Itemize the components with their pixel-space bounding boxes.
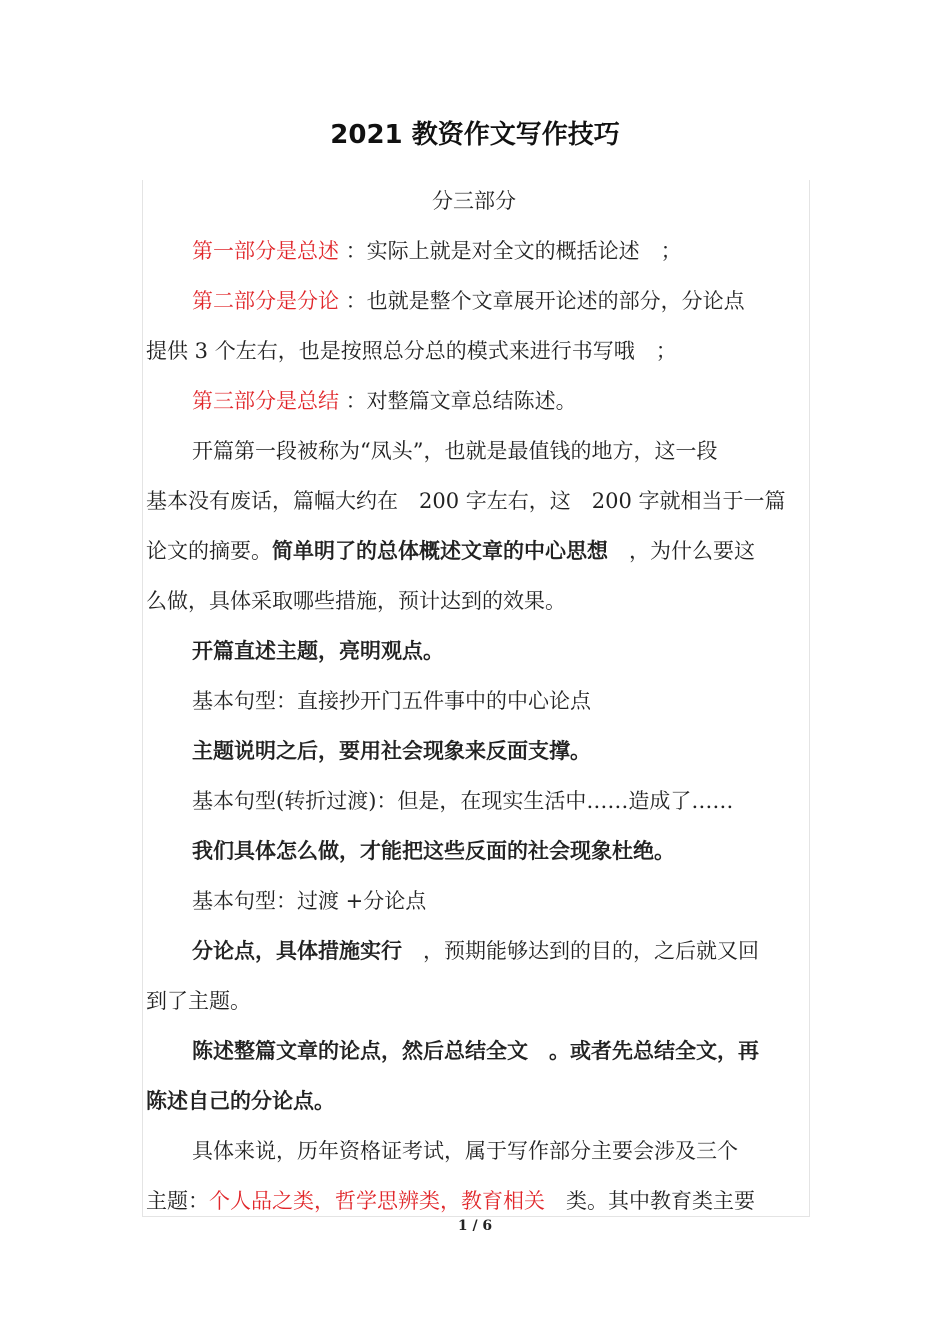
conclusion-line-1: 陈述整篇文章的论点，然后总结全文 。或者先总结全文，再 [192,1039,759,1063]
opening-line-3 [146,526,802,576]
paragraph-part2 [146,276,802,326]
opening-line-3-pre: 论文的摘要。 [146,539,272,563]
opening-line-1: 开篇第一段被称为“凤头”，也就是最值钱的地方，这一段 [192,439,718,463]
topics-red: 个人品之类，哲学思辨类，教育相关 [209,1189,545,1213]
point2-heading: 主题说明之后，要用社会现象来反面支撑。 [192,739,591,763]
point1-heading: 开篇直述主题，亮明观点。 [192,639,444,663]
pattern2: 基本句型(转折过渡)：但是，在现实生活中……造成了…… [192,789,734,813]
part1-text: ：实际上就是对全文的概括论述 ； [339,239,682,263]
part3-text: ：对整篇文章总结陈述。 [339,389,577,413]
point3-heading: 我们具体怎么做，才能把这些反面的社会现象杜绝。 [192,839,675,863]
document-body [146,176,802,1226]
topics-pre: 主题： [146,1189,209,1213]
opening-line-4: 么做，具体采取哪些措施，预计达到的效果。 [146,589,566,613]
part2-label: 第二部分是分论 [192,289,339,313]
subpoints-bold: 分论点，具体措施实行 [192,939,402,963]
document-title: 2021 教资作文写作技巧 [330,120,620,150]
opening-line-3-bold: 简单明了的总体概述文章的中心思想 [272,539,608,563]
subpoints-line-1 [146,926,802,976]
topics-line-1: 具体来说，历年资格证考试，属于写作部分主要会涉及三个 [192,1139,738,1163]
part2-text: ：也就是整个文章展开论述的部分，分论点 [339,289,745,313]
pattern3: 基本句型：过渡 +分论点 [192,889,427,913]
topics-post: 类。其中教育类主要 [545,1189,755,1213]
opening-line-3-post: ，为什么要这 [608,539,755,563]
part1-label: 第一部分是总述 [192,239,339,263]
paragraph-part1 [146,226,802,276]
page-number: 1 / 6 [457,1218,493,1234]
opening-line-2: 基本没有废话，篇幅大约在 200 字左右，这 200 字就相当于一篇 [146,489,786,513]
part3-label: 第三部分是总结 [192,389,339,413]
conclusion-line-2: 陈述自己的分论点。 [146,1089,335,1113]
paragraph-part3 [146,376,802,426]
pattern1: 基本句型：直接抄开门五件事中的中心论点 [192,689,591,713]
paragraph-part2-cont: 提供 3 个左右，也是按照总分总的模式来进行书写哦 ； [146,339,677,363]
section-heading: 分三部分 [432,189,516,213]
subpoints-line-2: 到了主题。 [146,989,251,1013]
subpoints-text: ，预期能够达到的目的，之后就又回 [402,939,759,963]
